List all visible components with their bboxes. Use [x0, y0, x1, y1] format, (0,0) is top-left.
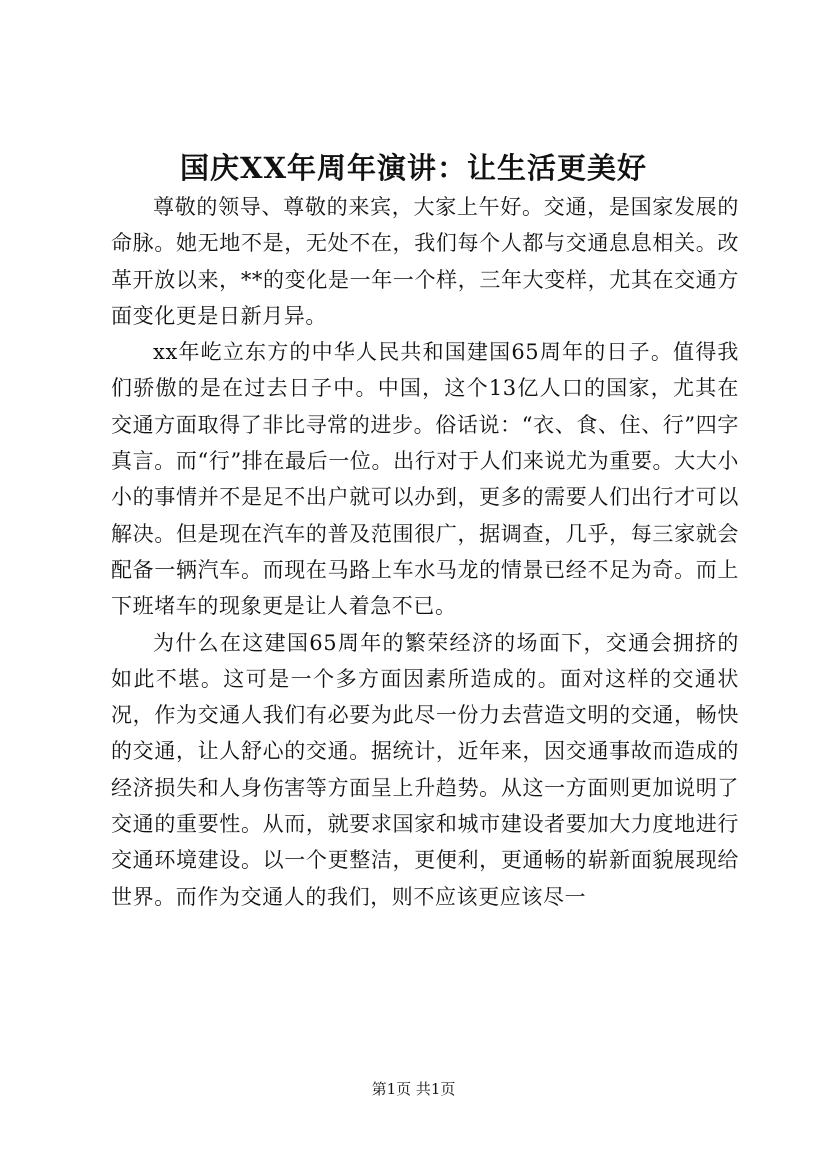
document-body — [111, 189, 739, 915]
paragraph-2: xx年屹立东方的中华人民共和国建国65周年的日子。值得我们骄傲的是在过去日子中。中国，这个13亿人口的国家，尤其在交通方面取得了非比寻常的进步。俗话说：“衣、食、住、行”四字真言。而“行”排在最后一位。出行对于人们来说尤为重要。大大小小的事情并不是足不出户就可以办到，更多的需要人们出行才可以解决。但是现在汽车的普及范围很广，据调查，几乎，每三家就会配备一辆汽车。而现在马路上车水马龙的情景已经不足为奇。而上下班堵车的现象更是让人着急不已。 — [111, 340, 739, 619]
paragraph-1: 尊敬的领导、尊敬的来宾，大家上午好。交通，是国家发展的命脉。她无地不是，无处不在，我们每个人都与交通息息相关。改革开放以来，**的变化是一年一个样，三年大变样，尤其在交通方面变化更是日新月异。 — [111, 195, 739, 328]
document-title: 国庆XX年周年演讲：让生活更美好 — [179, 151, 647, 185]
paragraph-3: 为什么在这建国65周年的繁荣经济的场面下，交通会拥挤的如此不堪。这可是一个多方面因素所造成的。面对这样的交通状况，作为交通人我们有必要为此尽一份力去营造文明的交通，畅快的交通，让人舒心的交通。据统计，近年来，因交通事故而造成的经济损失和人身伤害等方面呈上升趋势。从这一方面则更加说明了交通的重要性。从而，就要求国家和城市建设者要加大力度地进行交通环境建设。以一个更整洁，更便利，更通畅的崭新面貌展现给世界。而作为交通人的我们，则不应该更应该尽一 — [111, 630, 739, 909]
page-number-footer: 第1页 共1页 — [371, 1080, 456, 1098]
